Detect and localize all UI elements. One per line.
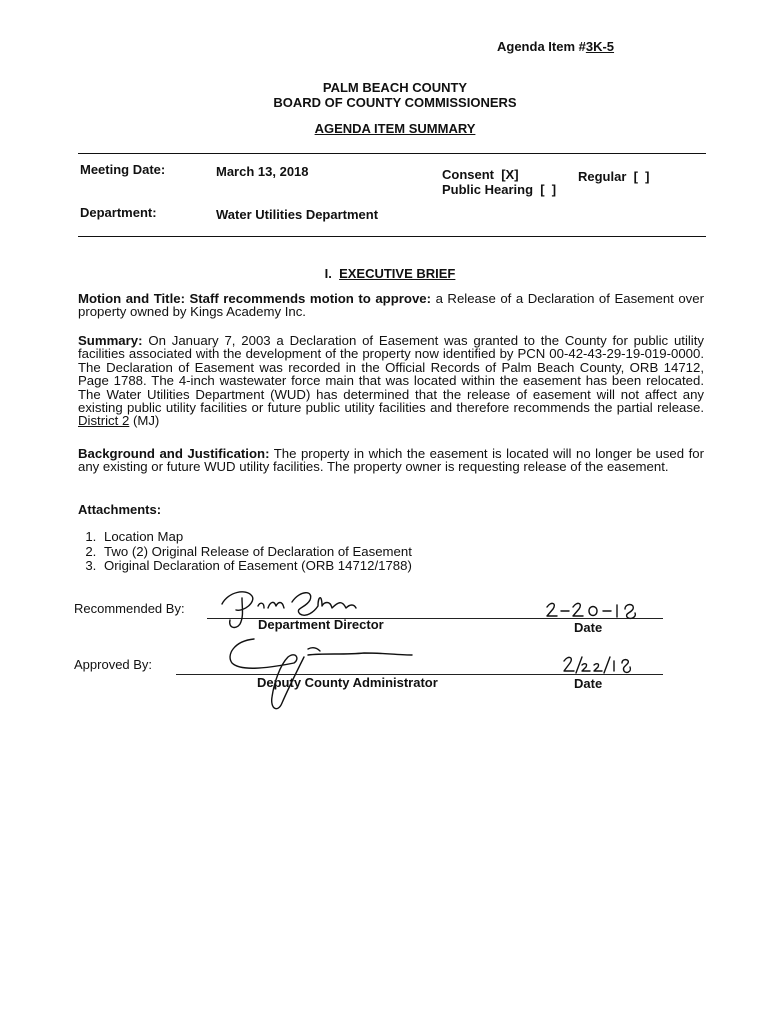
- motion-text: a Release of a Declaration of Easement over property owned by Kings Academy Inc.: [78, 291, 704, 320]
- public-hearing-checkbox: Public Hearing [ ]: [442, 182, 557, 197]
- meeting-date-label: Meeting Date:: [80, 162, 166, 177]
- document-title: AGENDA ITEM SUMMARY: [314, 121, 476, 136]
- summary-district: District 2: [78, 413, 130, 429]
- section-roman: I.: [324, 266, 332, 281]
- header-bottom-rule: [78, 236, 706, 237]
- section-title: EXECUTIVE BRIEF: [339, 266, 456, 281]
- summary-paragraph: [78, 334, 704, 428]
- attachment-item: 2. Two (2) Original Release of Declaration of Easement: [100, 545, 412, 560]
- summary-label: Summary:: [78, 333, 143, 348]
- recommended-date-label: Date: [574, 620, 603, 635]
- org-line-board: BOARD OF COUNTY COMMISSIONERS: [273, 95, 517, 110]
- consent-checkbox: Consent [X]: [442, 167, 519, 182]
- attachments-list: [78, 530, 412, 574]
- motion-paragraph: [78, 292, 704, 319]
- approved-by-label: Approved By:: [74, 657, 153, 672]
- recommended-by-label: Recommended By:: [74, 601, 185, 616]
- recommended-date-handwritten: [545, 601, 645, 619]
- section-heading: [200, 266, 580, 281]
- summary-initials: (MJ): [129, 413, 160, 429]
- regular-checkbox: Regular [ ]: [578, 169, 650, 184]
- department-value: Water Utilities Department: [216, 207, 379, 222]
- deputy-county-administrator-title: Deputy County Administrator: [257, 675, 438, 690]
- department-label: Department:: [80, 205, 157, 220]
- meeting-date-value: March 13, 2018: [216, 164, 309, 179]
- approved-date-label: Date: [574, 676, 603, 691]
- background-text: The property in which the easement is located will no longer be used for any existing or future WUD utility facilities. The property owner is requesting release of the easement.: [78, 446, 704, 475]
- approved-date-handwritten: [562, 655, 642, 675]
- agenda-item-code: 3K-5: [585, 39, 615, 54]
- attachments-label: Attachments:: [78, 502, 162, 517]
- summary-text: On January 7, 2003 a Declaration of Easement was granted to the County for public utility facilities associated with the development of the property now identified by PCN 00-42-43-29-19-019-0000. The Declaration of Easement was recorded in the Official Records of Palm Beach County, ORB 14712, Page 1788. The 4-inch wastewater force main that was located within the easement has been relocated. The Water Utilities Department (WUD) has determined that the release of easement will not affect any existing public utility facilities or future public utility facilities and therefore recommends the partial release.: [78, 333, 704, 416]
- attachment-item: 3. Original Declaration of Easement (ORB 14712/1788): [100, 559, 412, 574]
- org-line-county: PALM BEACH COUNTY: [322, 80, 468, 95]
- attachments-list-wrapper: [78, 530, 412, 574]
- header-top-rule: [78, 153, 706, 154]
- agenda-item-number: [497, 39, 614, 54]
- background-paragraph: [78, 447, 704, 474]
- attachment-item: 1. Location Map: [100, 530, 412, 545]
- department-director-title: Department Director: [258, 617, 384, 632]
- background-label: Background and Justification:: [78, 446, 270, 461]
- motion-label: Motion and Title: Staff recommends motion to approve:: [78, 291, 432, 306]
- agenda-item-prefix: Agenda Item #: [497, 39, 586, 54]
